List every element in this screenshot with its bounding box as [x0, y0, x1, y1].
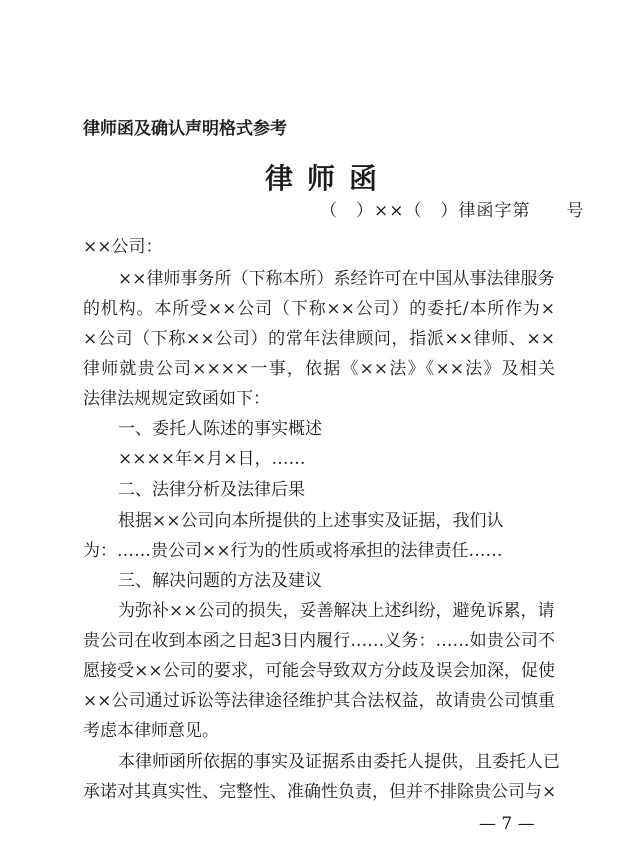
paragraph-line: 贵公司在收到本函之日起3日内履行……义务：……如贵公司不: [83, 631, 555, 651]
paragraph-line: ××律师事务所（下称本所）系经许可在中国从事法律服务: [118, 269, 555, 289]
paragraph-line: 的机构。本所受××公司（下称××公司）的委托/本所作为×: [83, 299, 555, 319]
paragraph-line: 考虑本律师意见。: [83, 721, 219, 741]
paragraph-line: 为弥补××公司的损失，妥善解决上述纠纷，避免诉累，请: [118, 601, 555, 621]
paragraph-line: 律师就贵公司××××一事，依据《××法》《××法》及相关: [83, 359, 555, 379]
paragraph-line: 法律法规规定致函如下：: [83, 389, 270, 409]
reference-number: （ ）××（ ）律函字第 号: [320, 201, 585, 221]
addressee: ××公司：: [83, 237, 163, 257]
paragraph-line: 承诺对其真实性、完整性、准确性负责，但并不排除贵公司与×: [83, 782, 557, 802]
section-title: 一、委托人陈述的事实概述: [118, 419, 322, 439]
paragraph-line: 根据××公司向本所提供的上述事实及证据，我们认: [118, 511, 504, 531]
paragraph-line: ×公司（下称××公司）的常年法律顾问，指派××律师、××: [83, 329, 555, 349]
section-title: 三、解决问题的方法及建议: [118, 571, 322, 591]
paragraph-line: ××公司通过诉讼等法律途径维护其合法权益，故请贵公司慎重: [83, 691, 555, 711]
section-title: 二、法律分析及法律后果: [118, 480, 305, 500]
letter-title: 律师函: [264, 162, 391, 195]
page-number: — 7 —: [479, 814, 535, 834]
paragraph-line: 本律师函所依据的事实及证据系由委托人提供，且委托人已: [118, 752, 560, 772]
section-heading: 律师函及确认声明格式参考: [83, 119, 287, 139]
paragraph-line: 为：……贵公司××行为的性质或将承担的法律责任……: [83, 541, 503, 561]
paragraph-line: ××××年×月×日，……: [118, 449, 306, 469]
paragraph-line: 愿接受××公司的要求，可能会导致双方分歧及误会加深，促使: [83, 661, 555, 681]
